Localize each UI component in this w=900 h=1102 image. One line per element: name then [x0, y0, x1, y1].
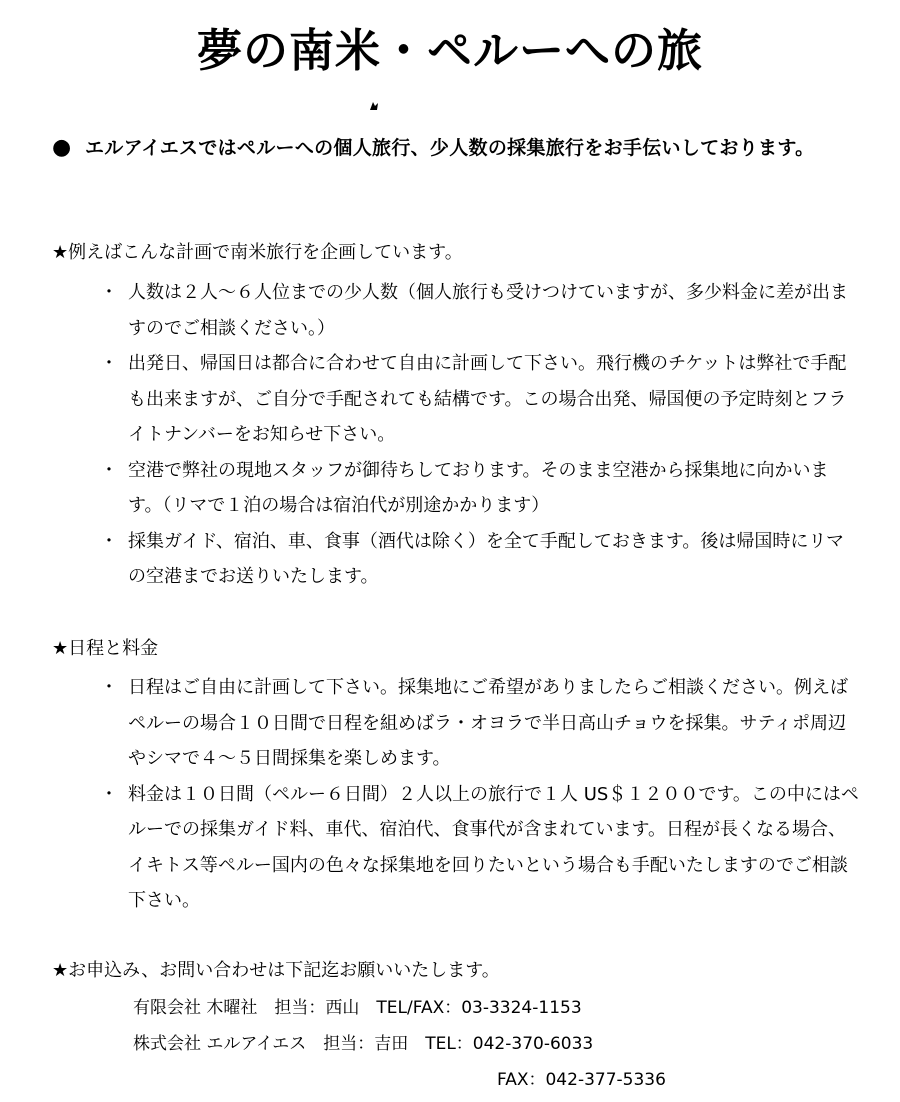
list-item-text: 日程はご自由に計画して下さい。採集地にご希望がありましたらご相談ください。例えばペルーの場合１０日間で日程を組めばラ・オヨラで半日高山チョウを採集。サティポ周辺やシマで４〜５日間採集を楽しめます。: [128, 677, 848, 769]
page-title: 夢の南米・ペルーへの旅: [196, 24, 703, 77]
bullet-mark: ・: [100, 282, 118, 303]
list-item-text: 人数は２人〜６人位までの少人数（個人旅行も受けつけていますが、多少料金に差が出ますのでご相談ください。）: [128, 282, 848, 339]
intro-text: エルアイエスではペルーへの個人旅行、少人数の採集旅行をお手伝いしております。: [85, 137, 815, 159]
intro-paragraph: [52, 130, 862, 166]
contact-heading: ★お申込み、お問い合わせは下記迄お願いいたします。: [52, 960, 500, 981]
contact-line-lis: 株式会社 エルアイエス 担当：吉田 TEL：042-370-6033: [133, 1034, 594, 1054]
list-item: [100, 453, 860, 524]
list-item-text: 料金は１０日間（ペルー６日間）２人以上の旅行で１人 US＄１２００です。この中にはペルーでの採集ガイド料、車代、宿泊代、食事代が含まれています。日程が長くなる場合、イキトス等ペルー国内の色々な採集地を回りたいという場合も手配いたしますのでご相談下さい。: [128, 783, 859, 911]
list-item-text: 空港で弊社の現地スタッフが御待ちしております。そのまま空港から採集地に向かいます。（リマで１泊の場合は宿泊代が別途かかります）: [128, 459, 829, 516]
contact-line-mokuyosha: 有限会社 木曜社 担当：西山 TEL/FAX：03-3324-1153: [133, 998, 582, 1018]
plan-list: [100, 275, 860, 595]
bullet-mark: ・: [100, 459, 118, 481]
contact-line-fax: FAX：042-377-5336: [497, 1070, 666, 1090]
bullet-mark: ・: [100, 783, 118, 805]
list-item-text: 出発日、帰国日は都合に合わせて自由に計画して下さい。飛行機のチケットは弊社で手配も出来ますが、ご自分で手配されても結構です。この場合出発、帰国便の予定時刻とフライトナンバーをお知らせ下さい。: [128, 353, 847, 445]
bullet-mark: ・: [100, 677, 118, 698]
scan-speck: [368, 100, 380, 112]
list-item: [100, 275, 860, 346]
list-item: [100, 524, 860, 595]
schedule-list: [100, 670, 860, 919]
list-item: [100, 346, 860, 453]
schedule-heading: ★日程と料金: [52, 638, 159, 659]
list-item-text: 採集ガイド、宿泊、車、食事（酒代は除く）を全て手配しておきます。後は帰国時にリマの空港までお送りいたします。: [128, 530, 845, 587]
intro-bullet: ●: [52, 135, 72, 160]
list-item: [100, 777, 860, 919]
list-item: [100, 670, 860, 777]
plan-heading: ★例えばこんな計画で南米旅行を企画しています。: [52, 242, 463, 263]
bullet-mark: ・: [100, 353, 118, 374]
bullet-mark: ・: [100, 530, 118, 552]
